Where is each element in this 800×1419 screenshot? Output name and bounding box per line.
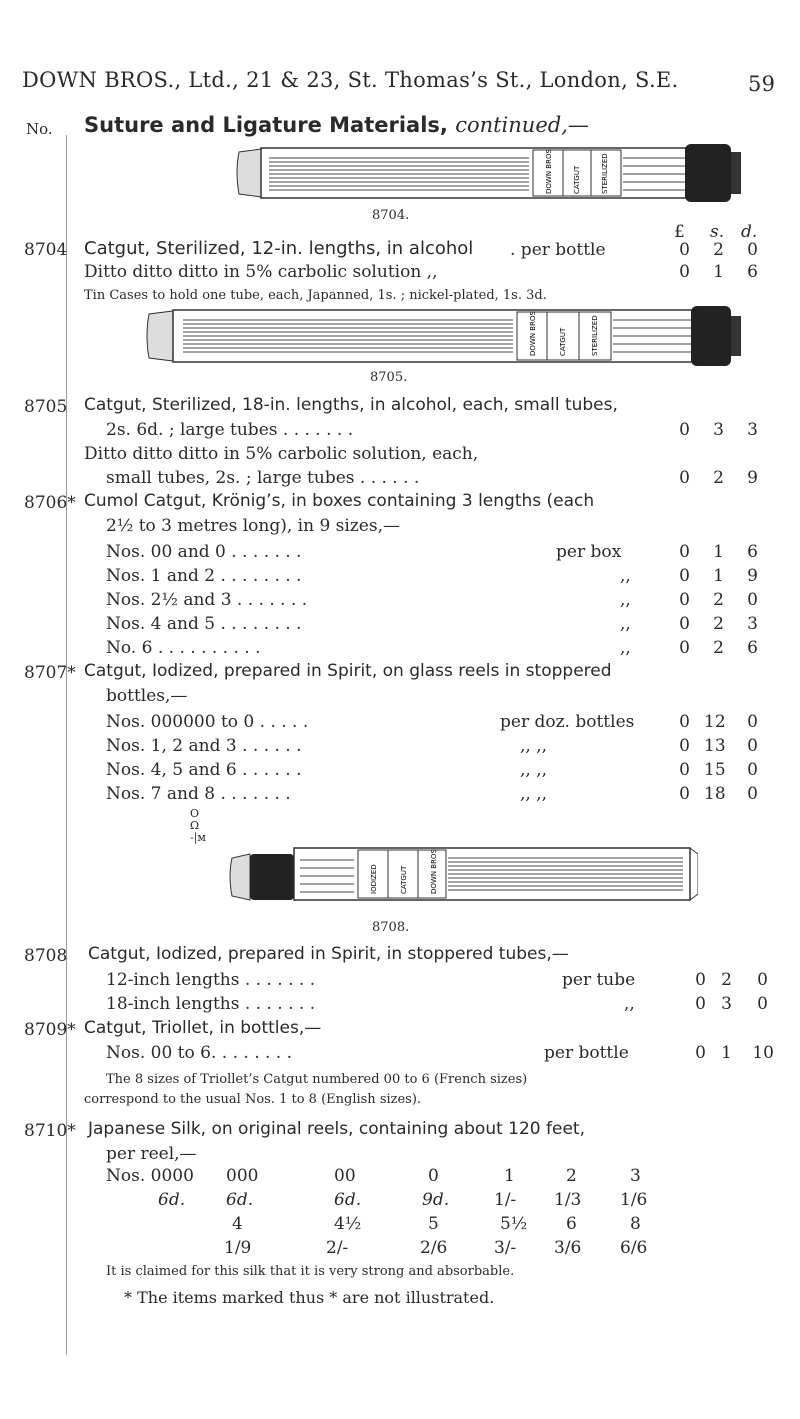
price-8705-l: 0 (679, 420, 690, 440)
row-8707-3-unit: ,, ,, (520, 760, 548, 780)
price-8705b-s: 2 (713, 468, 724, 488)
item-8705-line4: small tubes, 2s. ; large tubes . . . . . . (106, 468, 420, 488)
item-8704-note: Tin Cases to hold one tube, each, Japanned, 1s. ; nickel-plated, 1s. 3d. (84, 288, 547, 303)
silk-price-0: 9d. (422, 1190, 450, 1210)
row-8706-2-unit: ,, (620, 566, 631, 586)
row-8706-5-unit: ,, (620, 638, 631, 658)
row-8708-1-label: 12-inch lengths . . . . . . . (106, 970, 316, 990)
price-8708-2-l: 0 (695, 994, 706, 1014)
silk-price-5half: 3/- (494, 1238, 517, 1258)
price-8706-5-d: 6 (747, 638, 758, 658)
price-8706-5-l: 0 (679, 638, 690, 658)
silk-size-4: 4 (232, 1214, 243, 1234)
price-8706-3-d: 0 (747, 590, 758, 610)
price-8707-3-s: 15 (704, 760, 726, 780)
silk-price-4: 1/9 (224, 1238, 252, 1258)
price-8704-s: 2 (713, 240, 724, 260)
silk-price-4half: 2/- (326, 1238, 349, 1258)
row-8708-1-unit: per tube (562, 970, 636, 990)
price-8707-1-d: 0 (747, 712, 758, 732)
item-8710-line2: per reel,— (106, 1144, 197, 1164)
price-8705b-d: 9 (747, 468, 758, 488)
row-8707-2-label: Nos. 1, 2 and 3 . . . . . . (106, 736, 302, 756)
row-8707-4-label: Nos. 7 and 8 . . . . . . . (106, 784, 291, 804)
item-8706-line1: Cumol Catgut, Krönig’s, in boxes containing 3 lengths (each (84, 491, 595, 511)
figure-8704-catgut-bottle (233, 142, 743, 204)
column-rule (66, 135, 67, 1355)
price-8707-2-s: 13 (704, 736, 726, 756)
row-8709-unit: per bottle (544, 1043, 629, 1063)
row-8707-1-label: Nos. 000000 to 0 . . . . . (106, 712, 309, 732)
item-8707-line2: bottles,— (106, 686, 188, 706)
price-8705-s: 3 (713, 420, 724, 440)
silk-size-5half: 5½ (500, 1214, 528, 1234)
row-8706-5-label: No. 6 . . . . . . . . . . (106, 638, 261, 658)
item-number-8704: 8704 (24, 240, 68, 260)
figure-8708-iodized-tube (228, 840, 698, 906)
item-number-8705: 8705 (24, 397, 68, 417)
price-8708-1-l: 0 (695, 970, 706, 990)
price-8707-4-l: 0 (679, 784, 690, 804)
silk-size-2: 2 (566, 1166, 577, 1186)
item-8707-line1: Catgut, Iodized, prepared in Spirit, on glass reels in stoppered (84, 661, 612, 681)
price-8705b-l: 0 (679, 468, 690, 488)
price-8707-4-d: 0 (747, 784, 758, 804)
silk-size-5: 5 (428, 1214, 439, 1234)
section-title (84, 113, 589, 137)
price-8709-d: 10 (752, 1043, 774, 1063)
item-8704-line1 (84, 238, 473, 259)
fig1-label-1: DOWN BROS (545, 149, 553, 194)
price-8705-d: 3 (747, 420, 758, 440)
item-8704-line2: Ditto ditto ditto in 5% carbolic solution ,, (84, 262, 438, 282)
currency-head-pence: d. (741, 222, 758, 242)
row-8707-4-unit: ,, ,, (520, 784, 548, 804)
price-8707-2-l: 0 (679, 736, 690, 756)
price-8707-2-d: 0 (747, 736, 758, 756)
price-8709-s: 1 (721, 1043, 732, 1063)
silk-price-2: 1/3 (554, 1190, 582, 1210)
silk-size-0000: Nos. 0000 (106, 1166, 194, 1186)
price-8706-3-l: 0 (679, 590, 690, 610)
silk-size-000: 000 (226, 1166, 259, 1186)
item-8710-note: It is claimed for this silk that it is very strong and absorbable. (106, 1264, 515, 1279)
silk-size-3: 3 (630, 1166, 641, 1186)
item-number-8709: 8709* (24, 1020, 76, 1040)
item-8705-line2: 2s. 6d. ; large tubes . . . . . . . (106, 420, 354, 440)
price-8706-2-l: 0 (679, 566, 690, 586)
item-8708-line1: Catgut, Iodized, prepared in Spirit, in stoppered tubes,— (88, 944, 569, 964)
silk-price-6: 3/6 (554, 1238, 582, 1258)
price-8706-1-l: 0 (679, 542, 690, 562)
item-8704-desc: Catgut, Sterilized, 12-in. lengths, in alcohol (84, 238, 474, 259)
price-8708-1-s: 2 (721, 970, 732, 990)
price-8706-3-s: 2 (713, 590, 724, 610)
row-8706-4-label: Nos. 4 and 5 . . . . . . . . (106, 614, 302, 634)
row-8709-label: Nos. 00 to 6. . . . . . . . (106, 1043, 293, 1063)
fig1-label-3: STERILIZED (601, 153, 609, 194)
silk-size-1: 1 (504, 1166, 515, 1186)
section-title-main: Suture and Ligature Materials, (84, 113, 448, 137)
running-header: DOWN BROS., Ltd., 21 & 23, St. Thomas’s St., London, S.E. (22, 68, 679, 92)
silk-size-0: 0 (428, 1166, 439, 1186)
row-8706-2-label: Nos. 1 and 2 . . . . . . . . (106, 566, 302, 586)
page-number: 59 (748, 72, 776, 96)
row-8706-3-label: Nos. 2½ and 3 . . . . . . . (106, 590, 308, 610)
price-8707-1-s: 12 (704, 712, 726, 732)
price-8706-5-s: 2 (713, 638, 724, 658)
price-8706-1-d: 6 (747, 542, 758, 562)
item-8706-line2: 2½ to 3 metres long), in 9 sizes,— (106, 516, 400, 536)
price-8707-3-d: 0 (747, 760, 758, 780)
price-8708-2-d: 0 (757, 994, 768, 1014)
price-8709-l: 0 (695, 1043, 706, 1063)
figure-8705-catgut-tube (143, 306, 743, 366)
row-8706-1-unit: per box (556, 542, 622, 562)
price-8707-3-l: 0 (679, 760, 690, 780)
fig2-label-3: STERILIZED (591, 315, 599, 356)
item-8710-line1: Japanese Silk, on original reels, containing about 120 feet, (88, 1119, 586, 1139)
fig3-label-3: DOWN BROS (430, 849, 438, 894)
silk-price-00: 6d. (334, 1190, 362, 1210)
column-label-no: No. (26, 120, 53, 138)
price-8708-2-s: 3 (721, 994, 732, 1014)
price-8704-d: 0 (747, 240, 758, 260)
item-8709-note2: correspond to the usual Nos. 1 to 8 (English sizes). (84, 1092, 422, 1107)
item-8704-unit: . per bottle (510, 240, 606, 260)
fig2-label-1: DOWN BROS (529, 311, 537, 356)
section-title-continued: continued,— (455, 113, 589, 137)
silk-price-8: 6/6 (620, 1238, 648, 1258)
row-8707-2-unit: ,, ,, (520, 736, 548, 756)
silk-price-0000: 6d. (158, 1190, 186, 1210)
figure-caption-8704: 8704. (372, 208, 410, 223)
fig3-label-2: CATGUT (400, 865, 408, 894)
price-8704b-d: 6 (747, 262, 758, 282)
silk-size-00: 00 (334, 1166, 356, 1186)
currency-head-pounds: £ (674, 222, 685, 242)
currency-head-shillings: s. (710, 222, 725, 242)
silk-price-1: 1/- (494, 1190, 517, 1210)
price-8706-4-l: 0 (679, 614, 690, 634)
price-8708-1-d: 0 (757, 970, 768, 990)
row-8708-2-unit: ,, (624, 994, 635, 1014)
price-8704b-s: 1 (713, 262, 724, 282)
price-8706-4-s: 2 (713, 614, 724, 634)
figure-8708-side-mark: O Ω -|ᴍ (190, 807, 206, 844)
item-8705-line3: Ditto ditto ditto in 5% carbolic solution, each, (84, 444, 479, 464)
silk-size-4half: 4½ (334, 1214, 362, 1234)
silk-size-8: 8 (630, 1214, 641, 1234)
fig2-label-2: CATGUT (559, 327, 567, 356)
price-8706-2-d: 9 (747, 566, 758, 586)
row-8706-4-unit: ,, (620, 614, 631, 634)
silk-price-000: 6d. (226, 1190, 254, 1210)
row-8707-1-unit: per doz. bottles (500, 712, 635, 732)
row-8708-2-label: 18-inch lengths . . . . . . . (106, 994, 316, 1014)
item-number-8706: 8706* (24, 493, 76, 513)
price-8706-4-d: 3 (747, 614, 758, 634)
row-8706-3-unit: ,, (620, 590, 631, 610)
price-8707-4-s: 18 (704, 784, 726, 804)
price-8707-1-l: 0 (679, 712, 690, 732)
item-8709-line1: Catgut, Triollet, in bottles,— (84, 1018, 322, 1038)
figure-caption-8708: 8708. (372, 920, 410, 935)
price-8704-l: 0 (679, 240, 690, 260)
price-8706-2-s: 1 (713, 566, 724, 586)
item-number-8708: 8708 (24, 946, 68, 966)
row-8707-3-label: Nos. 4, 5 and 6 . . . . . . (106, 760, 302, 780)
fig1-label-2: CATGUT (573, 165, 581, 194)
silk-size-6: 6 (566, 1214, 577, 1234)
price-8706-1-s: 1 (713, 542, 724, 562)
item-number-8707: 8707* (24, 663, 76, 683)
silk-price-3: 1/6 (620, 1190, 648, 1210)
footnote: * The items marked thus * are not illustrated. (124, 1288, 495, 1307)
item-8709-note1: The 8 sizes of Triollet’s Catgut numbered 00 to 6 (French sizes) (106, 1072, 528, 1087)
item-number-8710: 8710* (24, 1121, 76, 1141)
fig3-label-1: IODIZED (370, 864, 378, 894)
row-8706-1-label: Nos. 00 and 0 . . . . . . . (106, 542, 302, 562)
price-8704b-l: 0 (679, 262, 690, 282)
silk-price-5: 2/6 (420, 1238, 448, 1258)
figure-caption-8705: 8705. (370, 370, 408, 385)
item-8705-line1: Catgut, Sterilized, 18-in. lengths, in alcohol, each, small tubes, (84, 395, 618, 415)
